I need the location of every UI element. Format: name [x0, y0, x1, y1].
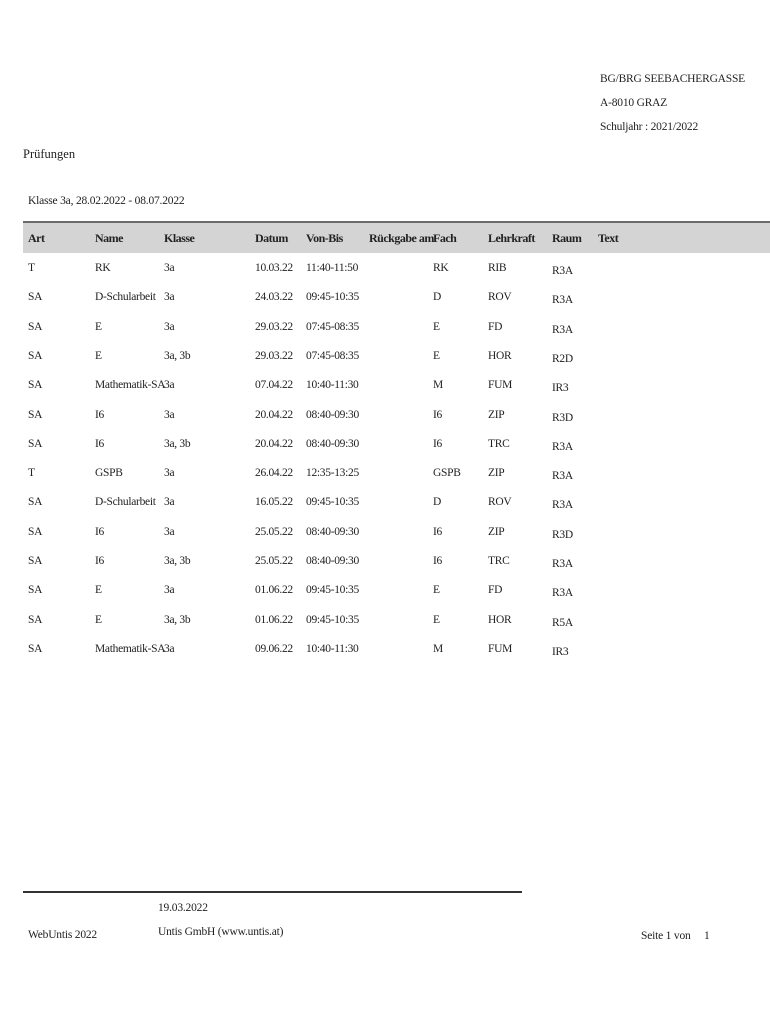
- cell-lehrkraft: FUM: [488, 379, 513, 392]
- cell-art: SA: [28, 642, 43, 655]
- cell-klasse: 3a: [164, 584, 175, 597]
- cell-klasse: 3a: [164, 408, 175, 421]
- cell-von-bis: 10:40-11:30: [306, 379, 359, 392]
- cell-von-bis: 10:40-11:30: [306, 642, 359, 655]
- cell-raum: R3A: [552, 323, 573, 336]
- table-row: [23, 438, 770, 467]
- cell-fach: E: [433, 320, 440, 333]
- cell-raum: R3D: [552, 528, 573, 541]
- cell-von-bis: 09:45-10:35: [306, 496, 359, 509]
- cell-datum: 25.05.22: [255, 555, 293, 567]
- page-title: Prüfungen: [23, 147, 76, 161]
- cell-lehrkraft: ZIP: [488, 467, 505, 480]
- cell-datum: 24.03.22: [255, 291, 293, 304]
- cell-von-bis: 07:45-08:35: [306, 349, 359, 362]
- footer-rule: [23, 891, 522, 893]
- cell-klasse: 3a: [164, 642, 175, 655]
- cell-datum: 01.06.22: [255, 613, 293, 626]
- cell-von-bis: 08:40-09:30: [306, 408, 359, 421]
- cell-datum: 10.03.22: [255, 262, 293, 274]
- page-number-label: Seite 1 von: [641, 930, 691, 942]
- header-text: Text: [598, 231, 619, 245]
- cell-art: SA: [28, 613, 43, 626]
- cell-raum: IR3: [552, 382, 569, 395]
- table-row: [23, 584, 770, 613]
- school-name: BG/BRG SEEBACHERGASSE: [600, 73, 746, 85]
- cell-art: SA: [28, 349, 43, 362]
- header-art: Art: [28, 231, 45, 245]
- table-row: [23, 321, 770, 350]
- page-number-total: 1: [704, 930, 710, 942]
- cell-fach: D: [433, 496, 442, 509]
- cell-raum: R3A: [552, 587, 573, 600]
- cell-von-bis: 08:40-09:30: [306, 437, 359, 450]
- cell-name: E: [95, 613, 102, 626]
- cell-klasse: 3a, 3b: [164, 555, 191, 567]
- cell-name: D-Schularbeit: [95, 291, 156, 304]
- cell-klasse: 3a: [164, 320, 175, 333]
- cell-name: D-Schularbeit: [95, 496, 156, 509]
- cell-name: I6: [95, 408, 104, 421]
- table-row: [23, 291, 770, 320]
- cell-fach: E: [433, 613, 440, 626]
- cell-lehrkraft: ZIP: [488, 408, 505, 421]
- cell-name: E: [95, 584, 102, 597]
- cell-art: SA: [28, 437, 43, 450]
- table-row: [23, 614, 770, 643]
- cell-datum: 29.03.22: [255, 320, 293, 333]
- cell-art: SA: [28, 496, 43, 509]
- cell-datum: 20.04.22: [255, 437, 293, 450]
- cell-klasse: 3a, 3b: [164, 349, 191, 362]
- cell-datum: 07.04.22: [255, 379, 293, 392]
- table-row: [23, 379, 770, 408]
- cell-lehrkraft: FD: [488, 584, 503, 597]
- cell-lehrkraft: ZIP: [488, 525, 505, 538]
- cell-klasse: 3a: [164, 525, 175, 538]
- header-fach: Fach: [433, 231, 457, 245]
- cell-von-bis: 09:45-10:35: [306, 584, 359, 597]
- cell-lehrkraft: HOR: [488, 613, 512, 626]
- cell-name: I6: [95, 555, 104, 567]
- header-name: Name: [95, 231, 123, 245]
- table-row: [23, 350, 770, 379]
- cell-art: T: [28, 467, 35, 480]
- cell-fach: D: [433, 291, 442, 304]
- class-date-range: Klasse 3a, 28.02.2022 - 08.07.2022: [28, 195, 185, 207]
- cell-datum: 16.05.22: [255, 496, 293, 509]
- cell-art: T: [28, 262, 35, 274]
- cell-von-bis: 11:40-11:50: [306, 262, 359, 274]
- cell-raum: R3A: [552, 470, 573, 483]
- cell-art: SA: [28, 320, 43, 333]
- cell-datum: 09.06.22: [255, 642, 293, 655]
- cell-raum: R3A: [552, 440, 573, 453]
- table-row: [23, 526, 770, 555]
- cell-datum: 25.05.22: [255, 525, 293, 538]
- cell-lehrkraft: RIB: [488, 262, 507, 274]
- table-row: [23, 555, 770, 584]
- table-header: [23, 223, 770, 253]
- table-row: [23, 496, 770, 525]
- cell-lehrkraft: HOR: [488, 349, 512, 362]
- table-row: [23, 409, 770, 438]
- cell-name: I6: [95, 437, 104, 450]
- header-von-bis: Von-Bis: [306, 231, 343, 245]
- cell-art: SA: [28, 555, 43, 567]
- cell-klasse: 3a: [164, 262, 175, 274]
- cell-art: SA: [28, 525, 43, 538]
- cell-von-bis: 07:45-08:35: [306, 320, 359, 333]
- footer-product: WebUntis 2022: [28, 929, 97, 941]
- cell-name: Mathematik-SA: [95, 379, 166, 392]
- footer-company: Untis GmbH (www.untis.at): [158, 926, 284, 938]
- header-lehrkraft: Lehrkraft: [488, 231, 535, 245]
- cell-fach: E: [433, 584, 440, 597]
- cell-name: I6: [95, 525, 104, 538]
- header-klasse: Klasse: [164, 231, 195, 245]
- cell-datum: 01.06.22: [255, 584, 293, 597]
- cell-klasse: 3a: [164, 467, 175, 480]
- table-row: [23, 467, 770, 496]
- cell-raum: R3A: [552, 558, 573, 570]
- cell-name: E: [95, 349, 102, 362]
- table-row: [23, 643, 770, 672]
- cell-fach: I6: [433, 408, 442, 421]
- cell-lehrkraft: FUM: [488, 642, 513, 655]
- cell-klasse: 3a: [164, 291, 175, 304]
- cell-fach: E: [433, 349, 440, 362]
- cell-von-bis: 08:40-09:30: [306, 525, 359, 538]
- cell-lehrkraft: ROV: [488, 496, 512, 509]
- cell-klasse: 3a, 3b: [164, 437, 191, 450]
- header-rueckgabe: Rückgabe am: [369, 231, 434, 245]
- cell-raum: R2D: [552, 352, 573, 365]
- cell-fach: RK: [433, 262, 449, 274]
- cell-klasse: 3a: [164, 379, 175, 392]
- cell-raum: R3D: [552, 411, 573, 424]
- cell-fach: I6: [433, 525, 442, 538]
- cell-raum: IR3: [552, 645, 569, 658]
- cell-raum: R3A: [552, 265, 573, 277]
- cell-lehrkraft: TRC: [488, 437, 510, 450]
- cell-klasse: 3a: [164, 496, 175, 509]
- cell-art: SA: [28, 584, 43, 597]
- cell-art: SA: [28, 291, 43, 304]
- footer-date: 19.03.2022: [158, 902, 208, 914]
- header-datum: Datum: [255, 231, 288, 245]
- cell-lehrkraft: ROV: [488, 291, 512, 304]
- cell-klasse: 3a, 3b: [164, 613, 191, 626]
- cell-datum: 20.04.22: [255, 408, 293, 421]
- cell-name: Mathematik-SA: [95, 642, 166, 655]
- cell-lehrkraft: TRC: [488, 555, 510, 567]
- cell-raum: R3A: [552, 499, 573, 512]
- cell-name: E: [95, 320, 102, 333]
- school-year: Schuljahr : 2021/2022: [600, 121, 699, 133]
- cell-von-bis: 12:35-13:25: [306, 467, 359, 480]
- cell-datum: 29.03.22: [255, 349, 293, 362]
- cell-raum: R3A: [552, 294, 573, 307]
- cell-name: GSPB: [95, 467, 123, 480]
- cell-fach: I6: [433, 555, 442, 567]
- table-row: [23, 262, 770, 291]
- header-raum: Raum: [552, 231, 582, 245]
- cell-fach: GSPB: [433, 467, 461, 480]
- cell-von-bis: 09:45-10:35: [306, 613, 359, 626]
- cell-name: RK: [95, 262, 111, 274]
- cell-art: SA: [28, 408, 43, 421]
- cell-art: SA: [28, 379, 43, 392]
- cell-fach: M: [433, 379, 443, 392]
- cell-datum: 26.04.22: [255, 467, 293, 480]
- cell-von-bis: 08:40-09:30: [306, 555, 359, 567]
- cell-lehrkraft: FD: [488, 320, 503, 333]
- school-address: A-8010 GRAZ: [600, 97, 668, 109]
- cell-fach: I6: [433, 437, 442, 450]
- cell-raum: R5A: [552, 616, 573, 629]
- cell-fach: M: [433, 642, 443, 655]
- cell-von-bis: 09:45-10:35: [306, 291, 359, 304]
